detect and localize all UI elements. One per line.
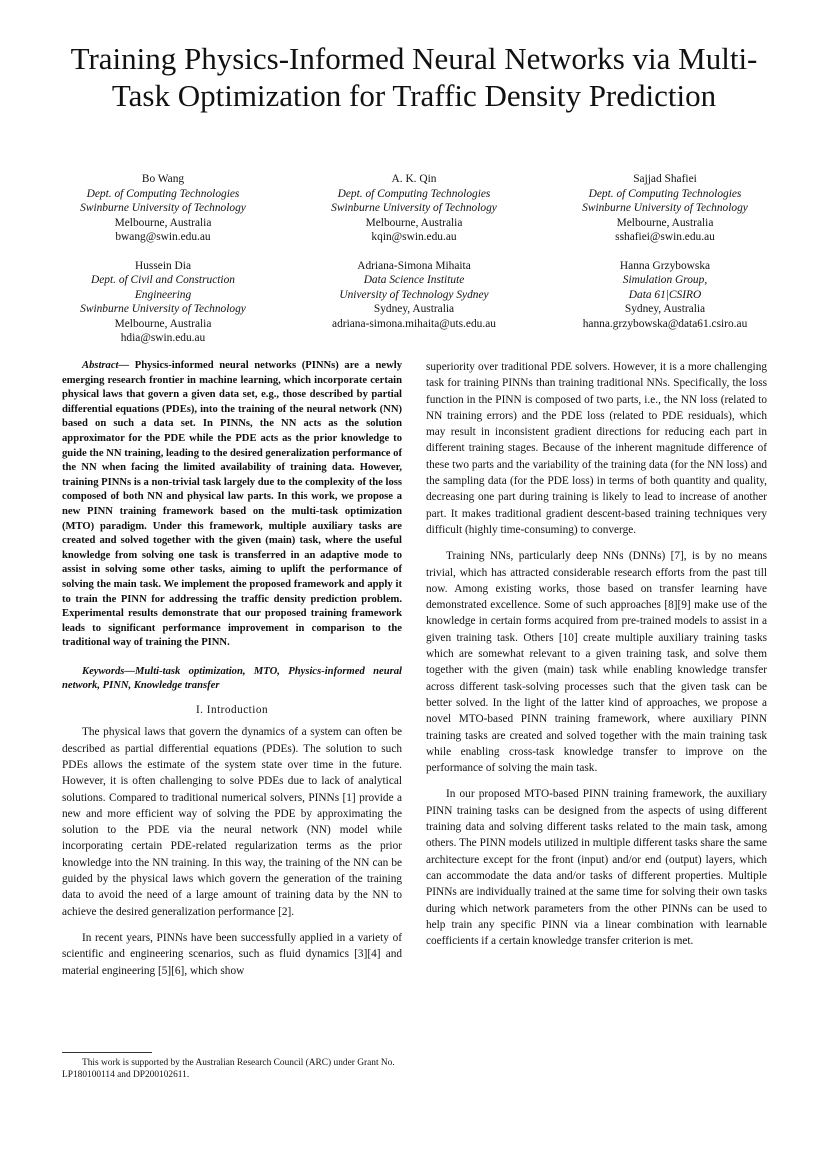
author-affiliation: Simulation Group, bbox=[622, 274, 708, 286]
footnote-text: This work is supported by the Australian Research Council (ARC) under Grant No. LP180100114 and DP200102611. bbox=[62, 1058, 395, 1080]
author-email: kqin@swin.edu.au bbox=[371, 231, 457, 243]
author-name: Adriana-Simona Mihaita bbox=[357, 259, 471, 272]
paragraph: In our proposed MTO-based PINN training framework, the auxiliary PINN training tasks can be designed from the aspects of using different training data and solving different tasks related to the main task, among others. The PINN models utilized in multiple different tasks share the same architecture except for the front (input) and/or end (output) layers, which can accommodate the data and/or tasks of different properties. Multiple PINNs are individually trained at the same time for solving their own tasks during which network parameters from the other PINNs can be used to help train any specific PINN via a linear combination with learnable coefficients if a certain knowledge transfer criterion is met. bbox=[426, 788, 767, 948]
author-email: hanna.grzybowska@data61.csiro.au bbox=[582, 317, 748, 330]
paragraph: In recent years, PINNs have been successfully applied in a variety of scientific and engineering scenarios, such as fluid dynamics [3][4] and material engineering [5][6], which show bbox=[62, 931, 402, 977]
author-location: Sydney, Australia bbox=[624, 303, 706, 315]
author-location: Sydney, Australia bbox=[373, 303, 455, 315]
section-heading: I. Introduction bbox=[195, 704, 269, 717]
abstract-text: Physics-informed neural networks (PINNs) are a newly emerging research frontier in machine learning, which incorporate certain physical laws that govern a given data set, e.g., those described by partial differential equations (PDEs), into the training of the neural network (NN) based on such a data set. In PINNs, the NN acts as the solution approximator for the PDE while the PDE acts as the prior knowledge to guide the NN training, leading to the desired generalization performance of the NN when facing the limited availability of training data. However, training PINNs is a non-trivial task largely due to the complexity of the loss composed of both NN and physical law parts. In this work, we propose a new PINN training framework based on the multi-task optimization (MTO) paradigm. Under this framework, multiple auxiliary tasks are created and solved together with the given (main) task, where the useful knowledge from solving one task is transferred in an adaptive mode to assist in solving some other tasks, aiming to uplift the performance of solving the main task. We implement the proposed framework and apply it to train the PINN for addressing the traffic density prediction problem. Experimental results demonstrate that our proposed training framework leads to significant performance improvement in comparison to the traditional way of training the PINN. bbox=[62, 360, 402, 649]
footnote bbox=[62, 1052, 402, 1081]
abstract bbox=[62, 359, 402, 651]
author-affiliation: Swinburne University of Technology bbox=[331, 202, 497, 214]
author-row bbox=[38, 172, 790, 245]
author-affiliation: University of Technology Sydney bbox=[339, 288, 489, 301]
paragraph: The physical laws that govern the dynamics of a system can often be described as partial differential equations (PDEs). The solution to such PDEs allows the estimate of the system state over time in the future. However, it is often challenging to solve PDEs due to lack of analytical solutions. Compared to traditional numerical solvers, PINNs [1] provide a new and more efficient way of solving the PDE by approximating the solution to the PDE via the neural network (NN) model while incorporating certain PDE-related regularization terms as the prior knowledge into the NN training. In this way, the training of the NN can be guided by the physical laws which govern the generation of the training data to avoid the need of a large amount of training data by the NN to achieve the desired generalization performance [2]. bbox=[62, 726, 402, 918]
author-location: Melbourne, Australia bbox=[114, 317, 212, 330]
right-column bbox=[426, 359, 767, 949]
author-name: Hussein Dia bbox=[135, 259, 191, 272]
left-column bbox=[62, 359, 402, 979]
author-affiliation: Dept. of Civil and Construction bbox=[91, 274, 235, 286]
author-affiliation: Swinburne University of Technology bbox=[582, 202, 748, 214]
author-email: bwang@swin.edu.au bbox=[115, 231, 211, 243]
paragraph: Training NNs, particularly deep NNs (DNNs) [7], is by no means trivial, which has attracted considerable research efforts from the past till now. Among existing works, those based on transfer learning have demonstrated excellence. Some of such approaches [8][9] make use of the knowledge in certain forms acquired from pre-trained models to assist in a given training task. Others [10] create multiple auxiliary training tasks which are somewhat relevant to a given training task, and solve them together with the given (main) task while enabling knowledge transfer across different task-solving processes such that the given task can be better solved. In the light of the latter kind of approaches, we propose a novel MTO-based PINN training framework, where auxiliary PINN training tasks are created and solved together with the main training task while enabling cross-task knowledge transfer to improve on the performance of solving the main task. bbox=[426, 550, 767, 775]
abstract-label: Abstract— bbox=[82, 360, 130, 371]
author-card bbox=[38, 172, 288, 245]
author-card bbox=[289, 172, 539, 245]
author-card bbox=[540, 259, 790, 346]
author-card bbox=[540, 172, 790, 245]
author-affiliation: Data 61|CSIRO bbox=[628, 288, 702, 301]
author-block bbox=[38, 172, 790, 360]
paragraph: superiority over traditional PDE solvers. However, it is a more challenging task for training PINNs than training traditional NNs. Specifically, the loss function in the PINN is composed of two parts, i.e., the NN loss (related to NN training errors) and the PDE loss (related to PDE residuals), which may result in inconsistent gradient directions for reducing each part in different training stages. Because of the inherent magnitude difference of these two parts and the variability of the training data (for the NN loss) and the sampling data (for the PDE loss) in terms of both quantity and quality, decreasing one part during training is likely to lead to increase of another part. It makes traditional gradient descent-based training techniques very difficult (highly time-consuming) to converge. bbox=[426, 361, 767, 536]
author-affiliation: Dept. of Computing Technologies bbox=[588, 187, 742, 200]
author-card bbox=[38, 259, 288, 346]
author-affiliation: Engineering bbox=[134, 288, 192, 301]
footnote-rule bbox=[62, 1052, 152, 1053]
author-location: Melbourne, Australia bbox=[616, 216, 714, 229]
author-affiliation: Dept. of Computing Technologies bbox=[337, 187, 491, 200]
author-affiliation: Dept. of Computing Technologies bbox=[86, 187, 240, 200]
keywords: Keywords—Multi-task optimization, MTO, Physics-informed neural network, PINN, Knowledge transfer bbox=[62, 665, 402, 692]
author-name: Sajjad Shafiei bbox=[633, 173, 697, 185]
author-name: Hanna Grzybowska bbox=[619, 259, 711, 272]
author-card bbox=[289, 259, 539, 346]
author-affiliation: Data Science Institute bbox=[363, 274, 465, 286]
author-affiliation: Swinburne University of Technology bbox=[80, 202, 246, 214]
author-location: Melbourne, Australia bbox=[114, 216, 212, 229]
author-name: Bo Wang bbox=[141, 173, 185, 185]
author-email: sshafiei@swin.edu.au bbox=[615, 231, 715, 243]
author-email: adriana-simona.mihaita@uts.edu.au bbox=[332, 317, 496, 330]
author-name: A. K. Qin bbox=[391, 173, 437, 185]
paper-title: Training Physics-Informed Neural Networks via Multi-Task Optimization for Traffic Density Prediction bbox=[70, 41, 758, 113]
author-row bbox=[38, 259, 790, 346]
author-affiliation: Swinburne University of Technology bbox=[80, 303, 246, 315]
author-location: Melbourne, Australia bbox=[365, 216, 463, 229]
author-email: hdia@swin.edu.au bbox=[120, 332, 206, 344]
